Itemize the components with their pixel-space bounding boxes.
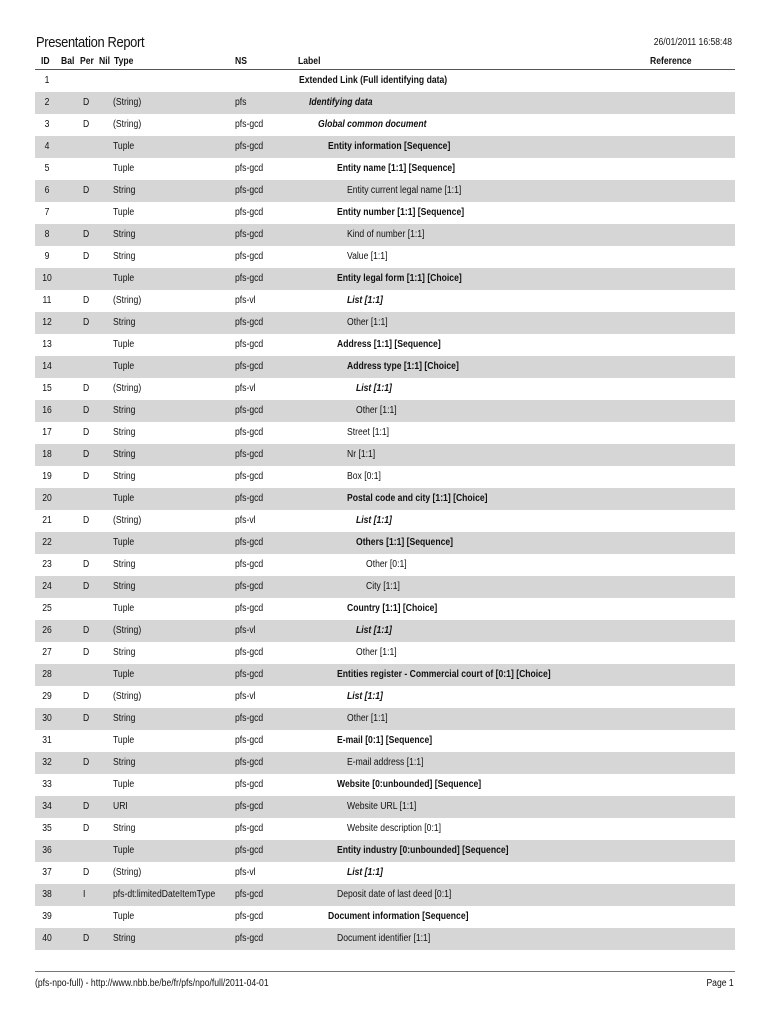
row-ns: pfs-gcd [235, 933, 264, 944]
row-id: 8 [44, 229, 50, 240]
header-id: ID [41, 56, 50, 67]
row-ns: pfs-gcd [235, 273, 264, 284]
row-id: 10 [42, 273, 52, 284]
row-ns: pfs-gcd [235, 427, 264, 438]
table-row [35, 268, 735, 290]
row-label: Identifying data [308, 97, 373, 108]
row-ns: pfs-gcd [235, 141, 264, 152]
row-label: Other [0:1] [365, 559, 407, 570]
header-per: Per [80, 56, 94, 67]
row-id: 27 [42, 647, 52, 658]
row-id: 33 [42, 779, 52, 790]
table-row [35, 488, 735, 510]
table-header [35, 55, 735, 70]
table-row [35, 378, 735, 400]
row-ns: pfs-gcd [235, 911, 264, 922]
row-type: Tuple [113, 207, 135, 218]
row-ns: pfs-gcd [235, 801, 264, 812]
row-label: Postal code and city [1:1] [Choice] [346, 493, 488, 504]
row-bal: I [83, 889, 86, 900]
table-row [35, 400, 735, 422]
table-row [35, 598, 735, 620]
row-label: Entity industry [0:unbounded] [Sequence] [337, 845, 509, 856]
row-ns: pfs-gcd [235, 537, 264, 548]
row-bal: D [83, 933, 90, 944]
row-ns: pfs-gcd [235, 119, 264, 130]
row-ns: pfs-gcd [235, 713, 264, 724]
table-row [35, 796, 735, 818]
row-bal: D [83, 383, 90, 394]
row-bal: D [83, 713, 90, 724]
row-type: String [113, 405, 136, 416]
row-type: (String) [113, 119, 142, 130]
row-type: pfs-dt:limitedDateItemType [113, 889, 216, 900]
row-id: 15 [42, 383, 52, 394]
row-id: 22 [42, 537, 52, 548]
row-id: 5 [44, 163, 50, 174]
row-type: Tuple [113, 361, 135, 372]
header-reference: Reference [650, 56, 692, 67]
row-ns: pfs-vl [235, 383, 256, 394]
row-id: 30 [42, 713, 52, 724]
row-bal: D [83, 559, 90, 570]
row-id: 9 [44, 251, 50, 262]
table-row [35, 906, 735, 928]
row-label: Address type [1:1] [Choice] [346, 361, 459, 372]
row-label: Extended Link (Full identifying data) [299, 75, 448, 86]
row-id: 25 [42, 603, 52, 614]
table-row [35, 862, 735, 884]
table-row [35, 884, 735, 906]
table-row [35, 444, 735, 466]
row-id: 20 [42, 493, 52, 504]
row-type: Tuple [113, 493, 135, 504]
row-label: Entity number [1:1] [Sequence] [337, 207, 465, 218]
row-label: List [1:1] [346, 691, 383, 702]
row-label: Box [0:1] [346, 471, 381, 482]
row-label: List [1:1] [356, 515, 392, 526]
row-ns: pfs-gcd [235, 185, 264, 196]
header-label: Label [298, 56, 321, 67]
row-bal: D [83, 867, 90, 878]
row-id: 14 [42, 361, 52, 372]
row-label: Entity information [Sequence] [327, 141, 450, 152]
row-id: 6 [44, 185, 50, 196]
row-ns: pfs-vl [235, 625, 256, 636]
row-bal: D [83, 801, 90, 812]
table-row [35, 620, 735, 642]
table-row [35, 312, 735, 334]
row-type: URI [113, 801, 128, 812]
table-row [35, 576, 735, 598]
row-type: String [113, 757, 136, 768]
row-id: 3 [44, 119, 50, 130]
table-row [35, 136, 735, 158]
row-label: Nr [1:1] [346, 449, 375, 460]
row-ns: pfs-gcd [235, 493, 264, 504]
row-id: 34 [42, 801, 52, 812]
table-row [35, 752, 735, 774]
row-id: 7 [44, 207, 50, 218]
row-ns: pfs-gcd [235, 779, 264, 790]
row-label: Kind of number [1:1] [346, 229, 424, 240]
table-row [35, 840, 735, 862]
row-label: Value [1:1] [346, 251, 387, 262]
header-nil: Nil [99, 56, 110, 67]
table-row [35, 422, 735, 444]
row-type: Tuple [113, 537, 135, 548]
table-row [35, 356, 735, 378]
row-type: String [113, 229, 136, 240]
row-id: 38 [42, 889, 52, 900]
row-id: 39 [42, 911, 52, 922]
row-label: Entities register - Commercial court of [0:1] [Choice] [337, 669, 551, 680]
table-row [35, 180, 735, 202]
row-ns: pfs-gcd [235, 889, 264, 900]
row-label: Entity legal form [1:1] [Choice] [337, 273, 462, 284]
row-label: Other [1:1] [346, 713, 388, 724]
row-ns: pfs-gcd [235, 207, 264, 218]
row-id: 31 [42, 735, 52, 746]
row-ns: pfs-gcd [235, 559, 264, 570]
row-type: Tuple [113, 603, 135, 614]
row-ns: pfs-gcd [235, 405, 264, 416]
row-ns: pfs-vl [235, 691, 256, 702]
report-title: Presentation Report [36, 34, 145, 51]
row-id: 24 [42, 581, 52, 592]
row-type: (String) [113, 383, 142, 394]
table-row [35, 708, 735, 730]
row-ns: pfs-gcd [235, 845, 264, 856]
row-id: 18 [42, 449, 52, 460]
table-row [35, 114, 735, 136]
header-type: Type [114, 56, 134, 67]
row-label: List [1:1] [346, 867, 383, 878]
row-label: List [1:1] [356, 625, 392, 636]
table-row [35, 532, 735, 554]
row-id: 36 [42, 845, 52, 856]
row-type: (String) [113, 867, 142, 878]
table-row [35, 642, 735, 664]
row-label: Website [0:unbounded] [Sequence] [337, 779, 482, 790]
table-row [35, 774, 735, 796]
row-type: String [113, 823, 136, 834]
row-id: 19 [42, 471, 52, 482]
row-bal: D [83, 691, 90, 702]
row-id: 35 [42, 823, 52, 834]
row-type: (String) [113, 691, 142, 702]
row-bal: D [83, 427, 90, 438]
row-id: 2 [44, 97, 50, 108]
row-ns: pfs-gcd [235, 757, 264, 768]
row-type: (String) [113, 625, 142, 636]
table-body [35, 70, 735, 950]
table-row [35, 730, 735, 752]
row-label: City [1:1] [365, 581, 400, 592]
row-type: Tuple [113, 163, 135, 174]
header-ns: NS [235, 56, 247, 67]
row-ns: pfs-gcd [235, 163, 264, 174]
row-ns: pfs-gcd [235, 229, 264, 240]
row-type: Tuple [113, 911, 135, 922]
footer-divider [35, 971, 735, 972]
row-bal: D [83, 625, 90, 636]
row-id: 17 [42, 427, 52, 438]
row-ns: pfs-gcd [235, 339, 264, 350]
table-row [35, 224, 735, 246]
table-row [35, 246, 735, 268]
row-label: Entity name [1:1] [Sequence] [337, 163, 456, 174]
row-ns: pfs-gcd [235, 251, 264, 262]
row-label: List [1:1] [346, 295, 383, 306]
row-label: Document information [Sequence] [327, 911, 468, 922]
row-id: 40 [42, 933, 52, 944]
row-bal: D [83, 405, 90, 416]
row-bal: D [83, 251, 90, 262]
row-bal: D [83, 295, 90, 306]
row-label: Website description [0:1] [346, 823, 441, 834]
row-label: Global common document [318, 119, 427, 130]
row-ns: pfs-gcd [235, 317, 264, 328]
row-bal: D [83, 471, 90, 482]
row-id: 37 [42, 867, 52, 878]
row-ns: pfs-gcd [235, 471, 264, 482]
row-id: 16 [42, 405, 52, 416]
row-bal: D [83, 647, 90, 658]
table-row [35, 664, 735, 686]
row-bal: D [83, 97, 90, 108]
row-label: Street [1:1] [346, 427, 389, 438]
row-label: Other [1:1] [356, 647, 397, 658]
row-label: Deposit date of last deed [0:1] [337, 889, 452, 900]
row-label: E-mail [0:1] [Sequence] [337, 735, 433, 746]
row-type: Tuple [113, 845, 135, 856]
table-row [35, 686, 735, 708]
row-label: Others [1:1] [Sequence] [356, 537, 454, 548]
table-row [35, 290, 735, 312]
row-ns: pfs-gcd [235, 735, 264, 746]
row-id: 11 [42, 295, 52, 306]
report-timestamp: 26/01/2011 16:58:48 [653, 37, 732, 48]
row-label: Address [1:1] [Sequence] [337, 339, 441, 350]
row-ns: pfs-gcd [235, 647, 264, 658]
row-type: Tuple [113, 339, 135, 350]
row-bal: D [83, 317, 90, 328]
row-bal: D [83, 185, 90, 196]
row-type: Tuple [113, 273, 135, 284]
row-ns: pfs-gcd [235, 823, 264, 834]
row-id: 28 [42, 669, 52, 680]
table-row [35, 92, 735, 114]
row-type: Tuple [113, 669, 135, 680]
row-label: E-mail address [1:1] [346, 757, 423, 768]
row-label: Website URL [1:1] [346, 801, 416, 812]
row-id: 12 [42, 317, 52, 328]
row-type: String [113, 251, 136, 262]
row-ns: pfs-vl [235, 515, 256, 526]
row-type: Tuple [113, 141, 135, 152]
table-row [35, 334, 735, 356]
row-label: Other [1:1] [346, 317, 388, 328]
row-ns: pfs-gcd [235, 669, 264, 680]
header-bal: Bal [61, 56, 75, 67]
table-row [35, 554, 735, 576]
row-label: Other [1:1] [356, 405, 397, 416]
row-label: Entity current legal name [1:1] [346, 185, 461, 196]
table-row [35, 510, 735, 532]
row-label: Country [1:1] [Choice] [346, 603, 437, 614]
footer-source: (pfs-npo-full) - http://www.nbb.be/be/fr/pfs/npo/full/2011-04-01 [35, 978, 269, 989]
row-id: 32 [42, 757, 52, 768]
row-type: String [113, 427, 136, 438]
row-bal: D [83, 581, 90, 592]
row-label: List [1:1] [356, 383, 392, 394]
row-type: String [113, 647, 136, 658]
row-id: 4 [44, 141, 50, 152]
row-type: String [113, 449, 136, 460]
table-row [35, 466, 735, 488]
row-bal: D [83, 229, 90, 240]
row-type: String [113, 559, 136, 570]
row-bal: D [83, 757, 90, 768]
row-bal: D [83, 823, 90, 834]
row-id: 29 [42, 691, 52, 702]
row-id: 26 [42, 625, 52, 636]
row-ns: pfs [235, 97, 247, 108]
row-type: String [113, 933, 136, 944]
table-row [35, 202, 735, 224]
row-ns: pfs-vl [235, 295, 256, 306]
row-type: String [113, 713, 136, 724]
table-row [35, 818, 735, 840]
row-type: (String) [113, 97, 142, 108]
row-type: String [113, 185, 136, 196]
row-type: (String) [113, 515, 142, 526]
row-ns: pfs-gcd [235, 361, 264, 372]
row-ns: pfs-vl [235, 867, 256, 878]
row-type: String [113, 471, 136, 482]
row-type: Tuple [113, 735, 135, 746]
row-ns: pfs-gcd [235, 603, 264, 614]
table-row [35, 928, 735, 950]
row-id: 23 [42, 559, 52, 570]
row-bal: D [83, 119, 90, 130]
table-row [35, 70, 735, 92]
row-label: Document identifier [1:1] [337, 933, 431, 944]
row-type: Tuple [113, 779, 135, 790]
row-id: 21 [42, 515, 52, 526]
page-number: Page 1 [706, 978, 734, 989]
row-ns: pfs-gcd [235, 449, 264, 460]
row-id: 1 [44, 75, 50, 86]
table-row [35, 158, 735, 180]
row-type: (String) [113, 295, 142, 306]
row-type: String [113, 317, 136, 328]
row-bal: D [83, 515, 90, 526]
row-ns: pfs-gcd [235, 581, 264, 592]
row-id: 13 [42, 339, 52, 350]
row-bal: D [83, 449, 90, 460]
row-type: String [113, 581, 136, 592]
